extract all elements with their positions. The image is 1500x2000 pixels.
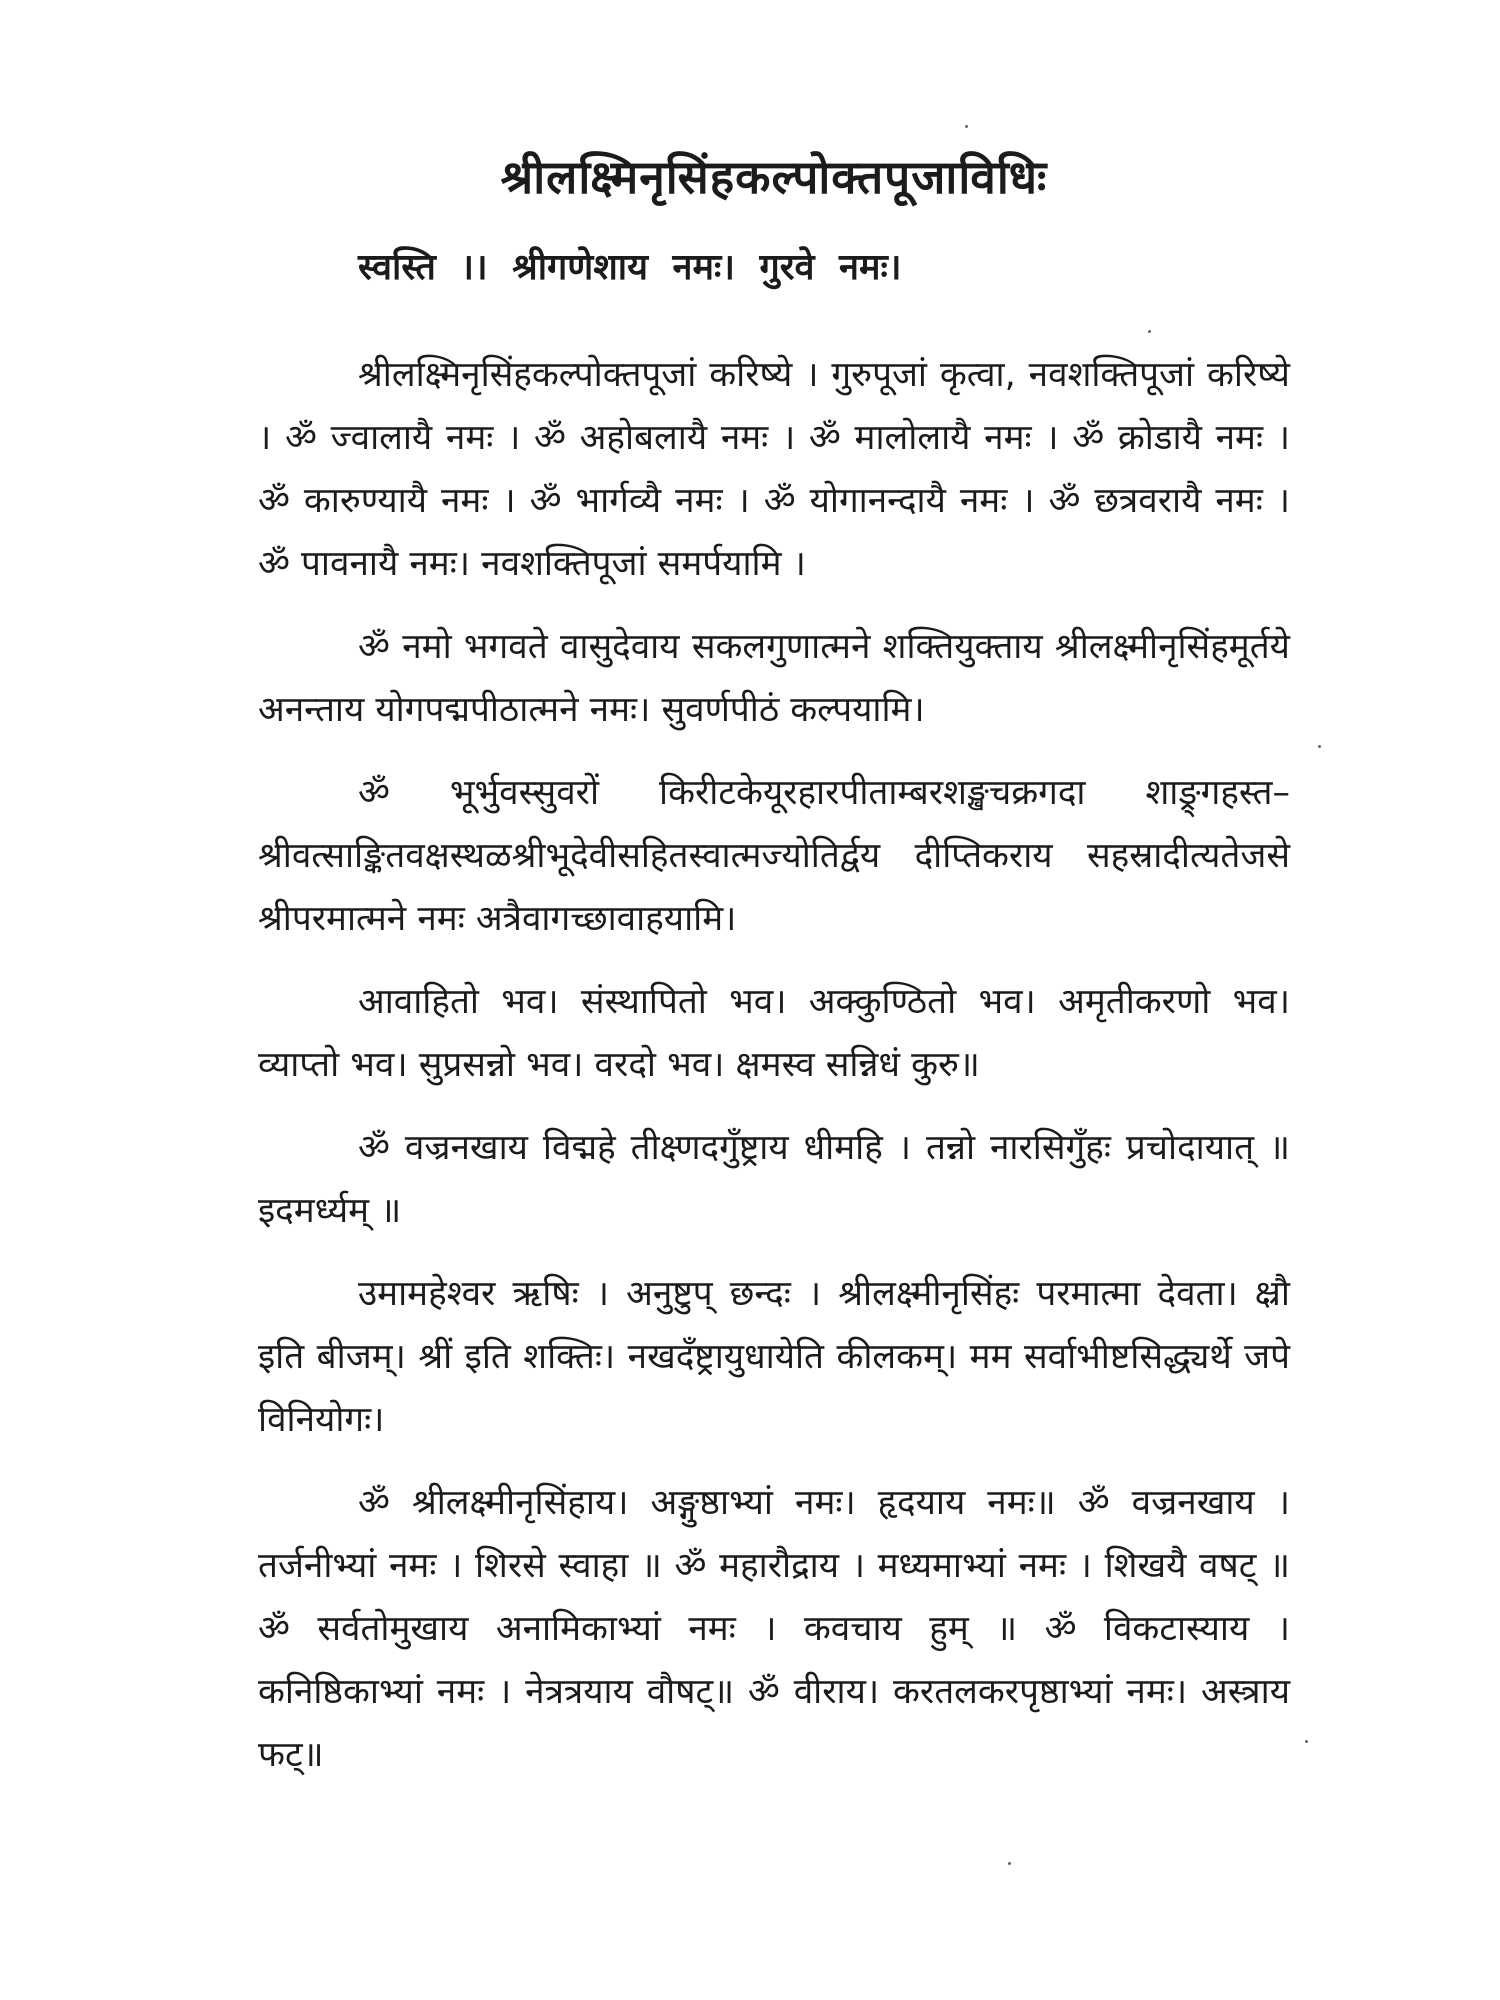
paragraph-navashakti-puja: श्रीलक्ष्मिनृसिंहकल्पोक्तपूजां करिष्ये । गुरुपूजां कृत्वा, नवशक्तिपूजां करिष्ये । ॐ ज्वालायै नमः । ॐ अहोबलायै नमः । ॐ मालोलायै नमः । ॐ क्रोडायै नमः । ॐ कारुण्यायै नमः । ॐ भार्गव्यै नमः । ॐ योगानन्दायै नमः । ॐ छत्रवरायै नमः । ॐ पावनायै नमः। नवशक्तिपूजां समर्पयामि । [258,354,1290,584]
paragraph-avahito-bhava: आवाहितो भव। संस्थापितो भव। अक्कुण्ठितो भव। अमृतीकरणो भव। व्याप्तो भव। सुप्रसन्नो भव। वरदो भव। क्षमस्व सन्निधं कुरु॥ [258,981,1290,1085]
scan-speck [1148,330,1151,333]
paragraph-nyasa: ॐ श्रीलक्ष्मीनृसिंहाय। अङ्गुष्ठाभ्यां नमः। हृदयाय नमः॥ ॐ वज्रनखाय । तर्जनीभ्यां नमः । शिरसे स्वाहा ॥ ॐ महारौद्राय । मध्यमाभ्यां नमः । शिखयै वषट् ॥ ॐ सर्वतोमुखाय अनामिकाभ्यां नमः । कवचाय हुम् ॥ ॐ विकटास्याय । कनिष्ठिकाभ्यां नमः । नेत्रत्रयाय वौषट्॥ ॐ वीराय। करतलकरपृष्ठाभ्यां नमः। अस्त्राय फट्॥ [258,1482,1290,1775]
document-page [258,150,1290,1807]
paragraph-viniyoga: उमामहेश्वर ऋषिः । अनुष्टुप् छन्दः । श्रीलक्ष्मीनृसिंहः परमात्मा देवता। क्ष्रौ इति बीजम्। श्रीं इति शक्तिः। नखदँष्ट्रायुधायेति कीलकम्। मम सर्वाभीष्टसिद्ध्यर्थे जपे विनियोगः। [258,1273,1290,1440]
scan-speck [965,125,968,128]
paragraph-gayatri-arghya: ॐ वज्रनखाय विद्महे तीक्ष्णदगुँष्ट्राय धीमहि । तन्नो नारसिगुँहः प्रचोदायात् ॥ इदमर्ध्यम् ॥ [258,1127,1290,1231]
page-title: श्रीलक्ष्मिनृसिंहकल्पोक्तपूजाविधिः [500,150,1048,204]
invocation-line: स्वस्ति ।। श्रीगणेशाय नमः। गुरवे नमः। [358,247,902,289]
paragraph-suvarna-peetha: ॐ नमो भगवते वासुदेवाय सकलगुणात्मने शक्तियुक्ताय श्रीलक्ष्मीनृसिंहमूर्तये अनन्ताय योगपद्मपीठात्मने नमः। सुवर्णपीठं कल्पयामि। [258,626,1290,730]
paragraph-avahana: ॐ भूर्भुवस्सुवरों किरीटकेयूरहारपीताम्बरशङ्खचक्रगदा शाङ्र्गहस्त– श्रीवत्साङ्कितवक्षस्थळश्रीभूदेवीसहितस्वात्मज्योतिर्द्वय दीप्तिकराय सहस्रादीत्यतेजसे श्रीपरमात्मने नमः अत्रैवागच्छावाहयामि। [258,772,1290,939]
scan-speck [1305,1740,1308,1743]
scan-speck [1008,1862,1011,1865]
scan-speck [1318,745,1321,748]
